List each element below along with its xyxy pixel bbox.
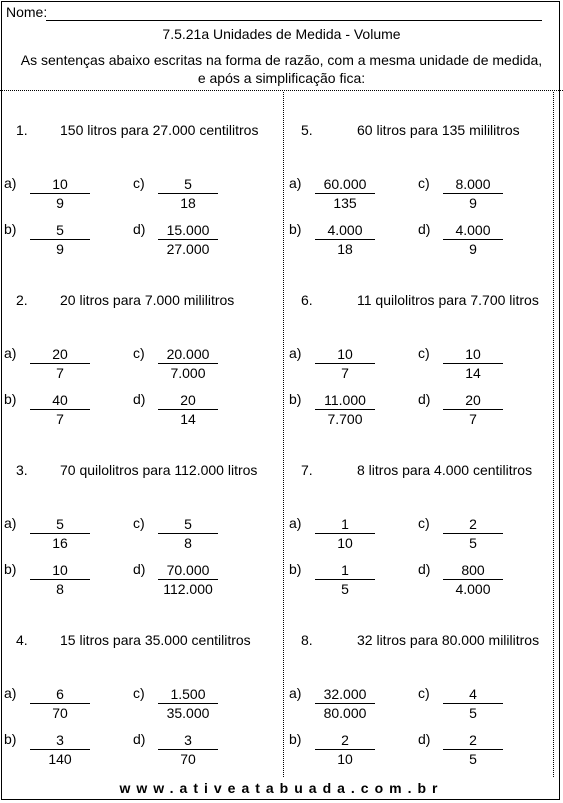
option-letter[interactable]: b)	[4, 561, 17, 577]
fraction-numerator: 5	[158, 515, 218, 534]
question-number: 6.	[301, 292, 313, 308]
fraction-numerator: 10	[30, 175, 90, 194]
option-letter[interactable]: a)	[4, 685, 17, 701]
fraction-numerator: 4.000	[443, 221, 503, 240]
fraction-denominator: 7	[341, 365, 349, 381]
fraction-denominator: 7	[469, 411, 477, 427]
fraction-numerator: 2	[315, 731, 375, 750]
option-letter[interactable]: d)	[418, 391, 431, 407]
option-fraction	[315, 221, 375, 258]
question-number: 7.	[301, 462, 313, 478]
question-text: 20 litros para 7.000 mililitros	[60, 292, 235, 308]
option-fraction	[315, 175, 375, 212]
question-text: 60 litros para 135 mililitros	[357, 122, 520, 138]
option-fraction	[443, 175, 503, 212]
fraction-denominator: 80.000	[323, 705, 367, 721]
option-fraction	[315, 345, 375, 382]
fraction-denominator: 7.700	[327, 411, 363, 427]
option-letter[interactable]: d)	[133, 731, 146, 747]
footer-site: www.ativeatabuada.com.br	[119, 780, 444, 796]
option-letter[interactable]: b)	[289, 561, 302, 577]
fraction-denominator: 7	[56, 411, 64, 427]
option-fraction	[315, 515, 375, 552]
fraction-numerator: 32.000	[315, 685, 375, 704]
fraction-numerator: 1	[315, 561, 375, 580]
fraction-numerator: 1.500	[158, 685, 218, 704]
fraction-denominator: 9	[56, 241, 64, 257]
instruction-line-2: e após a simplificação fica:	[197, 70, 366, 86]
fraction-numerator: 40	[30, 391, 90, 410]
column-divider	[283, 92, 284, 777]
option-fraction	[443, 221, 503, 258]
fraction-denominator: 8	[56, 581, 64, 597]
option-letter[interactable]: b)	[4, 221, 17, 237]
fraction-denominator: 27.000	[166, 241, 210, 257]
fraction-denominator: 18	[180, 195, 196, 211]
option-fraction	[158, 391, 218, 428]
option-fraction	[315, 391, 375, 428]
option-letter[interactable]: c)	[133, 345, 145, 361]
option-fraction	[315, 685, 375, 722]
header-divider	[0, 90, 563, 91]
worksheet-title: 7.5.21a Unidades de Medida - Volume	[162, 26, 401, 42]
fraction-denominator: 9	[469, 241, 477, 257]
option-letter[interactable]: d)	[418, 731, 431, 747]
option-letter[interactable]: c)	[418, 685, 430, 701]
fraction-denominator: 10	[337, 535, 353, 551]
option-fraction	[315, 561, 375, 598]
fraction-denominator: 18	[337, 241, 353, 257]
instructions	[0, 51, 563, 87]
option-letter[interactable]: a)	[289, 685, 302, 701]
fraction-denominator: 140	[48, 751, 72, 767]
question-number: 2.	[16, 292, 28, 308]
option-letter[interactable]: b)	[289, 731, 302, 747]
question-text: 32 litros para 80.000 mililitros	[357, 632, 540, 648]
option-fraction	[30, 175, 90, 212]
option-letter[interactable]: b)	[289, 391, 302, 407]
option-letter[interactable]: d)	[133, 561, 146, 577]
option-fraction	[443, 391, 503, 428]
option-letter[interactable]: a)	[289, 345, 302, 361]
option-letter[interactable]: d)	[133, 221, 146, 237]
fraction-denominator: 9	[56, 195, 64, 211]
fraction-numerator: 1	[315, 515, 375, 534]
option-letter[interactable]: d)	[133, 391, 146, 407]
option-fraction	[30, 685, 90, 722]
fraction-numerator: 10	[443, 345, 503, 364]
fraction-numerator: 5	[158, 175, 218, 194]
option-fraction	[158, 561, 218, 598]
fraction-denominator: 9	[469, 195, 477, 211]
option-fraction	[158, 175, 218, 212]
option-fraction	[158, 221, 218, 258]
fraction-numerator: 4.000	[315, 221, 375, 240]
option-fraction	[315, 731, 375, 768]
name-input-line[interactable]	[46, 20, 542, 21]
option-letter[interactable]: d)	[418, 561, 431, 577]
question-text: 8 litros para 4.000 centilitros	[357, 462, 533, 478]
fraction-denominator: 14	[180, 411, 196, 427]
option-letter[interactable]: a)	[4, 175, 17, 191]
fraction-numerator: 8.000	[443, 175, 503, 194]
fraction-numerator: 3	[158, 731, 218, 750]
option-letter[interactable]: b)	[4, 731, 17, 747]
fraction-numerator: 2	[443, 515, 503, 534]
option-letter[interactable]: c)	[418, 345, 430, 361]
option-fraction	[443, 515, 503, 552]
fraction-numerator: 2	[443, 731, 503, 750]
fraction-numerator: 20.000	[158, 345, 218, 364]
fraction-denominator: 4.000	[455, 581, 491, 597]
right-divider	[553, 92, 554, 777]
option-fraction	[443, 731, 503, 768]
option-fraction	[443, 345, 503, 382]
option-letter[interactable]: a)	[4, 345, 17, 361]
option-letter[interactable]: c)	[133, 515, 145, 531]
option-fraction	[30, 345, 90, 382]
fraction-denominator: 70	[52, 705, 68, 721]
fraction-numerator: 60.000	[315, 175, 375, 194]
option-letter[interactable]: b)	[4, 391, 17, 407]
question-number: 4.	[16, 632, 28, 648]
option-fraction	[30, 515, 90, 552]
question-number: 8.	[301, 632, 313, 648]
fraction-numerator: 6	[30, 685, 90, 704]
fraction-numerator: 5	[30, 515, 90, 534]
option-fraction	[443, 561, 503, 598]
fraction-numerator: 15.000	[158, 221, 218, 240]
fraction-denominator: 5	[469, 705, 477, 721]
fraction-numerator: 11.000	[315, 391, 375, 410]
option-letter[interactable]: a)	[4, 515, 17, 531]
fraction-numerator: 3	[30, 731, 90, 750]
option-fraction	[158, 515, 218, 552]
option-letter[interactable]: c)	[418, 515, 430, 531]
option-fraction	[30, 731, 90, 768]
option-letter[interactable]: c)	[133, 685, 145, 701]
name-label: Nome:	[6, 4, 48, 20]
fraction-denominator: 7.000	[170, 365, 206, 381]
fraction-denominator: 5	[469, 751, 477, 767]
fraction-denominator: 112.000	[163, 581, 213, 597]
fraction-numerator: 20	[30, 345, 90, 364]
question-number: 3.	[16, 462, 28, 478]
option-fraction	[30, 561, 90, 598]
fraction-denominator: 5	[469, 535, 477, 551]
fraction-numerator: 20	[443, 391, 503, 410]
fraction-denominator: 16	[52, 535, 68, 551]
instruction-line-1: As sentenças abaixo escritas na forma de razão, com a mesma unidade de medida,	[20, 52, 543, 68]
option-fraction	[30, 221, 90, 258]
option-letter[interactable]: b)	[289, 221, 302, 237]
fraction-denominator: 70	[180, 751, 196, 767]
fraction-denominator: 8	[184, 535, 192, 551]
option-letter[interactable]: a)	[289, 515, 302, 531]
option-letter[interactable]: d)	[418, 221, 431, 237]
option-letter[interactable]: c)	[133, 175, 145, 191]
fraction-denominator: 5	[341, 581, 349, 597]
fraction-numerator: 4	[443, 685, 503, 704]
fraction-denominator: 7	[56, 365, 64, 381]
option-fraction	[443, 685, 503, 722]
question-text: 150 litros para 27.000 centilitros	[60, 122, 259, 138]
option-fraction	[158, 345, 218, 382]
fraction-numerator: 20	[158, 391, 218, 410]
fraction-denominator: 35.000	[166, 705, 210, 721]
fraction-denominator: 10	[337, 751, 353, 767]
fraction-numerator: 10	[30, 561, 90, 580]
fraction-numerator: 5	[30, 221, 90, 240]
fraction-numerator: 800	[443, 561, 503, 580]
option-fraction	[158, 685, 218, 722]
question-text: 11 quilolitros para 7.700 litros	[357, 292, 539, 308]
question-text: 70 quilolitros para 112.000 litros	[60, 462, 258, 478]
fraction-denominator: 135	[333, 195, 357, 211]
option-fraction	[158, 731, 218, 768]
question-number: 1.	[16, 122, 28, 138]
fraction-denominator: 14	[465, 365, 481, 381]
question-text: 15 litros para 35.000 centilitros	[60, 632, 251, 648]
option-letter[interactable]: a)	[289, 175, 302, 191]
question-number: 5.	[301, 122, 313, 138]
fraction-numerator: 10	[315, 345, 375, 364]
option-fraction	[30, 391, 90, 428]
option-letter[interactable]: c)	[418, 175, 430, 191]
fraction-numerator: 70.000	[158, 561, 218, 580]
